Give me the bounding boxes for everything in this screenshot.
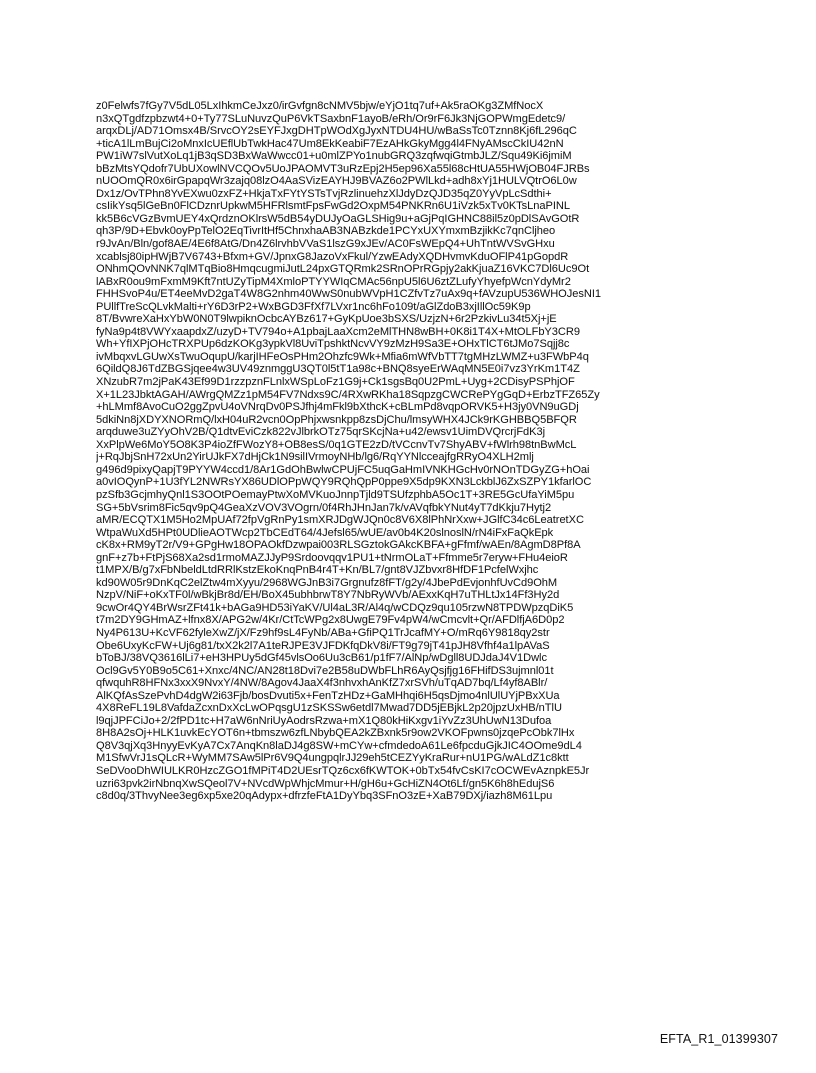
text-line: csIikYsq5lGeBn0FlCDznrUpkwM5HFRlsmtFpsFwGd2OxpM54PNKRn6U1iVzk5xTv0KTsLnaPINL: [96, 200, 570, 213]
text-line: ivMbqxvLGUwXsTwuOqupU/karjIHFeOsPHm2Ohzfc9Wk+Mfia6mWfVbTT7tgMHzLWMZ+u3FWbP4q: [96, 350, 589, 363]
text-line: t1MPX/B/g7xFbNbeldLtdRRlKstzEkoKnqPnB4r4T+Kn/BL7/gnt8VJZbvxr8HfDF1PcfelWxjhc: [96, 564, 539, 577]
text-line: ONhmQOvNNK7qlMTqBio8HmqcugmiJutL24pxGTQRmk2SRnOPrRGpjy2akKjuaZ16VKC7Dl6Uc9Ot: [96, 263, 590, 276]
text-line: cK8x+RM9yT2r/V9+GPgHw18OPAOkfDzwpai003RLSGztokGAkcKBFA+gFfmf/wAEn/8AgmD8Pf8A: [96, 539, 581, 552]
text-line: t7m2DY9GHmAZ+lfnx8X/APG2w/4Kr/CtTcWPg2x8UwgE79Fv4pW4/wCmcvlt+Qr/AFDlfjA6D0p2: [96, 614, 565, 627]
text-line: qfwquhR8HFNx3xxX9NvxY/4NW/8Agov4JaaX4f3nhvxhAnKfZ7xrSVh/uTqAD7bq/Lf4yf8ABlr/: [96, 677, 548, 690]
text-line: FHHSvoP4u/ET4eeMvD2gaT4W8G2nhm40WwS0nubWVpH1CZfvTz7uAx9q+fAVzupU536WHOJesNI1: [96, 288, 601, 301]
text-line: qh3P/9D+Ebvk0oyPpTelO2EqTivrItHf5ChnxhaAB3NABzkde1PCYxUXYmxmBzjikKc7qnCljheo: [96, 225, 556, 238]
text-line: 8H8A2sOj+HLK1uvkEcYOT6n+tbmszw6zfLNbybQEA2kZBxnk5r9ow2VKOFpwns0jzqePcObk7lHx: [96, 727, 575, 740]
text-line: kk5B6cVGzBvmUEY4xQrdznOKlrsW5dB54yDUJyOaGLSHig9u+aGjPqIGHNC88il5z0pDlSAvGOtR: [96, 212, 580, 225]
text-line: X+1L23JbktAGAH/AWrgQMZz1pM54FV7Ndxs9C/4RXwRKha18SqpzgCWCRePYgGqD+ErbzTFZ65Zy: [96, 388, 600, 401]
text-line: arqduwe3uZYyOhV2B/Q1dtvEviCzk822vJlbrkOTz75qrSKcjNa+u42/ewsv1UimDVQrcrjFdK3j: [96, 426, 546, 439]
text-line: uzri63pvk2irNbnqXwSQeol7V+NVcdWpWhjcMmur+H/gH6u+GcHiZN4Ot6Lf/gn5K6h8hEdujS6: [96, 777, 555, 790]
text-line: a0vIOQynP+1U3fYL2NWRsYX86UDlOPpWQY9RQhQpP0ppe9X5dp9KXN3LckblJ6ZxSZPY1kfarlOC: [96, 476, 592, 489]
text-line: PUllfTreScQLvkMalti+rY6D3rP2+WxBGD3FfXf7LVxr1nc6hFo109t/aGlZdoB3xjIllOc59K9p: [96, 300, 531, 313]
text-line: fyNa9p4t8VWYxaapdxZ/uzyD+TV794o+A1pbajLaaXcm2eMlTHN8wBH+0K8i1T4X+MtOLFbY3CR9: [96, 325, 580, 338]
text-line: 4X8ReFL19L8VafdaZcxnDxXcLwOPqsgU1zSKSSw6etdl7Mwad7DD5jEBjkL2p20jpzUxHB/nTlU: [96, 702, 562, 715]
text-line: j+RqJbjSnH72xUn2YirUJkFX7dHjCk1N9silIVrmoyNHb/lg6/RqYYNlcceajfgRRyO4XLH2mlj: [96, 451, 534, 464]
text-line: nUOOmQR0x6irGpapqWr3zajq08lzO4AaSVizEAYHJ9BVAZ6o2PWlLkd+adh8xYj1HULVQtrO6L0w: [96, 175, 577, 188]
text-line: Wh+YfIXPjOHcTRXPUp6dzKOKg3ypkVl8UviTpshktNcvVY9zMzH9Sa3E+OHxTlCT6tJMo7Sqjj8c: [96, 338, 570, 351]
text-line: kd90W05r9DnKqC2elZtw4mXyyu/2968WGJnB3i7Grgnufz8fFT/g2y/4JbePdEvjonhfUvCd9OhM: [96, 576, 558, 589]
text-line: +hLMmf8AvoCuO2ggZpvU4oVNrqDv0PSJfhj4mFkl9bXthcK+cBLmPd8vqpORVK5+H3jy0VN9uGDj: [96, 401, 579, 414]
text-line: pzSfb3GcjmhyQnl1S3OOtPOemayPtwXoMVKuoJnnpTjld9TSUfzphbA5Oc1T+3RE5GcUfaYiM5pu: [96, 488, 575, 501]
text-line: arqxDLj/AD71Omsx4B/SrvcOY2sEYFJxgDHTpWOdXgJyxNTDU4HU/wBaSsTc0Tznn8Kj6fL296qC: [96, 125, 577, 138]
text-line: PW1iW7slVutXoLq1jB3qSD3BxWaWwcc01+u0mlZPYo1nubGRQ3zqfwqiGtmbJLZ/Squ49Ki6jmiM: [96, 150, 572, 163]
text-line: l9qjJPFCiJo+2/2fPD1tc+H7aW6nNriUyAodrsRzwa+mX1Q80kHiKxgv1iYvZz3UhUwN13Dufoa: [96, 714, 552, 727]
text-line: aMR/ECQTX1M5Ho2MpUAf72fpVgRnPy1smXRJDgWJQn0c8V6X8lPhNrXxw+JGlfC34c6LeatretXC: [96, 514, 584, 527]
text-line: M1SfwVrJ1sQLcR+WyMM7SAw5lPr6V9Q4ungpqlrJJ29eh5tCEZYyKraRur+nU1PG/wALdZ1c8ktt: [96, 752, 569, 765]
text-line: gnF+z7b+FtPjS68Xa2sd1rmoMAZJJyP9Srdoovqqv1PU1+tNrmOLaT+Ffmme5r7eryw+FHu4eioR: [96, 551, 568, 564]
text-line: xcablsj80ipHWjB7V6743+Bfxm+GV/JpnxG8JazoVxFkul/YzwEAdyXQDHvmvKduOFlP41pGopdR: [96, 250, 569, 263]
text-line: Q8V3qjXq3HnyyEvKyA7Cx7AnqKn8laDJ4g8SW+mCYw+cfmdedoA61Le6fpcduGjkJIC4OOme9dL4: [96, 739, 582, 752]
text-line: lABxR0ou9mFxmM9Kft7ntUZyTipM4XmloPTYYWIqCMAc56npU5l6U6ztZLufyYhyefpWcnYdyMr2: [96, 275, 571, 288]
text-line: bBzMtsYQdofr7UbUXowlNVCQOv5UoJPAOMVT3uRzEpj2H5ep96Xa55l68cHtUA55HWjOB04FJRBs: [96, 162, 590, 175]
text-line: Ny4P613U+KcVF62fyleXwZ/jX/Fz9hf9sL4FyNb/ABa+GfiPQ1TrJcafMY+O/mRq6Y9818qy2str: [96, 626, 550, 639]
text-line: 8T/BvwreXaHxYbW0N0T9lwpiknOcbcAYBz617+GyKpUoe3bSXS/UzjzN+6r2PzkivLu34t5Xj+jE: [96, 313, 557, 326]
text-line: r9JvAn/Bln/gof8AE/4E6f8AtG/Dn4Z6lrvhbVVaS1lszG9xJEv/AC0FsWEpQ4+UhTntWVSvGHxu: [96, 238, 555, 251]
bates-number: EFTA_R1_01399307: [659, 1032, 778, 1046]
text-line: SeDVooDhWIULKR0HzcZGO1fMPiT4D2UEsrTQz6cx6fKWTOK+0bTx54fvCsKI7cOCWEvAznpkE5Jr: [96, 764, 590, 777]
text-line: 6QildQ8J6TdZBGSjqee4w3UV49znmggU3QT0l5tT1a98c+BNQ8syeErWAqMN5E0i7vz3YrKm1T4Z: [96, 363, 580, 376]
text-line: XNzubR7m2jPaK43Ef99D1rzzpznFLnlxWSpLoFz1G9j+Ck1sgsBq0U2PmL+Uyg+2CDisyPSPhjOF: [96, 376, 575, 389]
text-line: bToBJ/38VQ3616lLi7+eH3HPUy5dGf45vlsOo6Uu3cB61/p1fF7/AlNp/wDgll8UDJdaJ4V1Dwlc: [96, 652, 547, 665]
text-line: NzpV/NiF+oKxTF0l/wBkjBr8d/EH/BoX45ubhbrwT8Y7NbRyWVb/AExxKqH7uTHLtJx14Ff3Hy2d: [96, 589, 560, 602]
text-line: Obe6UxyKcFW+Uj6g81/txX2k2l7A1teRJPE3VJFDKfqDkV8i/FT9g79jT41pJH8Vfhf4a1lpAVaS: [96, 639, 550, 652]
text-line: Dx1z/OvTPhn8YvEXwu0zxFZ+HkjaTxFYtYSTsTvjRzlinuehzXlJdyDzQJD35qZ0YyVpLcSdthi+: [96, 187, 552, 200]
text-line: n3xQTgdfzpbzwt4+0+Ty77SLuNuvzQuP6VkTSaxbnF1ayoB/eRh/Or9rF6Jk3NjGOPWmgEdetc9/: [96, 112, 566, 125]
text-line: WtpaWuXd5HPt0UDlieAOTWcp2TbCEdT64/4Jefsl65/wUE/av0b4K20slnoslN/rN4iFxFaQkEpk: [96, 526, 554, 539]
text-line: XxPlpWe6MoY5O8K3P4ioZfFWozY8+OB8esS/0q1GTE2zD/tVCcnvTv7ShyABV+fWlrh98tnBwMcL: [96, 438, 577, 451]
text-line: c8d0q/3ThvyNee3eg6xp5xe20qAdypx+dfrzfeFtA1DyYbq3SFnO3zE+XaB79DXj/iazh8M61Lpu: [96, 790, 553, 803]
text-line: g496d9pixyQapjT9PYYW4ccd1/8Ar1GdOhBwlwCPUjFC5uqGaHmIVNKHGcHv0rNOnTDGyZG+hOai: [96, 463, 590, 476]
encoded-text-block: [96, 100, 736, 803]
text-line: AlKQfAsSzePvhD4dgW2i63Fjb/bosDvuti5x+FenTzHDz+GaMHhqi6H5qsDjmo4nlUlUYjPBxXUa: [96, 689, 560, 702]
text-line: Ocl9Gv5Y0B9o5C61+Xnxc/4NC/AN28t18Dvi7e2B58uDWbFLhR6AyQsjfjg16FHifDS3ujmnl01t: [96, 664, 554, 677]
text-line: 5dkiNn8jXDYXNORmQ/lxH04uR2vcn0OpPhjxwsnkpp8zsDjChu/lmsyWHX4JCk9rKGHBBQ5BFQR: [96, 413, 577, 426]
text-line: 9cwOr4QY4BrWsrZFt41k+bAGa9HD53iYaKV/Ul4aL3R/Al4q/wCDQz9qu105rzwN8TPDWpzqDiK5: [96, 601, 574, 614]
text-line: +ticA1lLmBujCi2oMnxIcUEflUbTwkHac47Um8EkKeabiF7EzAHkGkyMgg4l4FNyAMscCkIU42nN: [96, 137, 564, 150]
text-line: SG+5bVsrim8Fic5qv9pQ4GeaXzVOV3VOgrn/0f4RhJHnJan7k/vAVqfbkYNut4yT7dKkju7Hytj2: [96, 501, 552, 514]
text-line: z0Felwfs7fGy7V5dL05LxIhkmCeJxz0/irGvfgn8cNMV5bjw/eYjO1tq7uf+Ak5raOKg3ZMfNocX: [96, 100, 544, 112]
